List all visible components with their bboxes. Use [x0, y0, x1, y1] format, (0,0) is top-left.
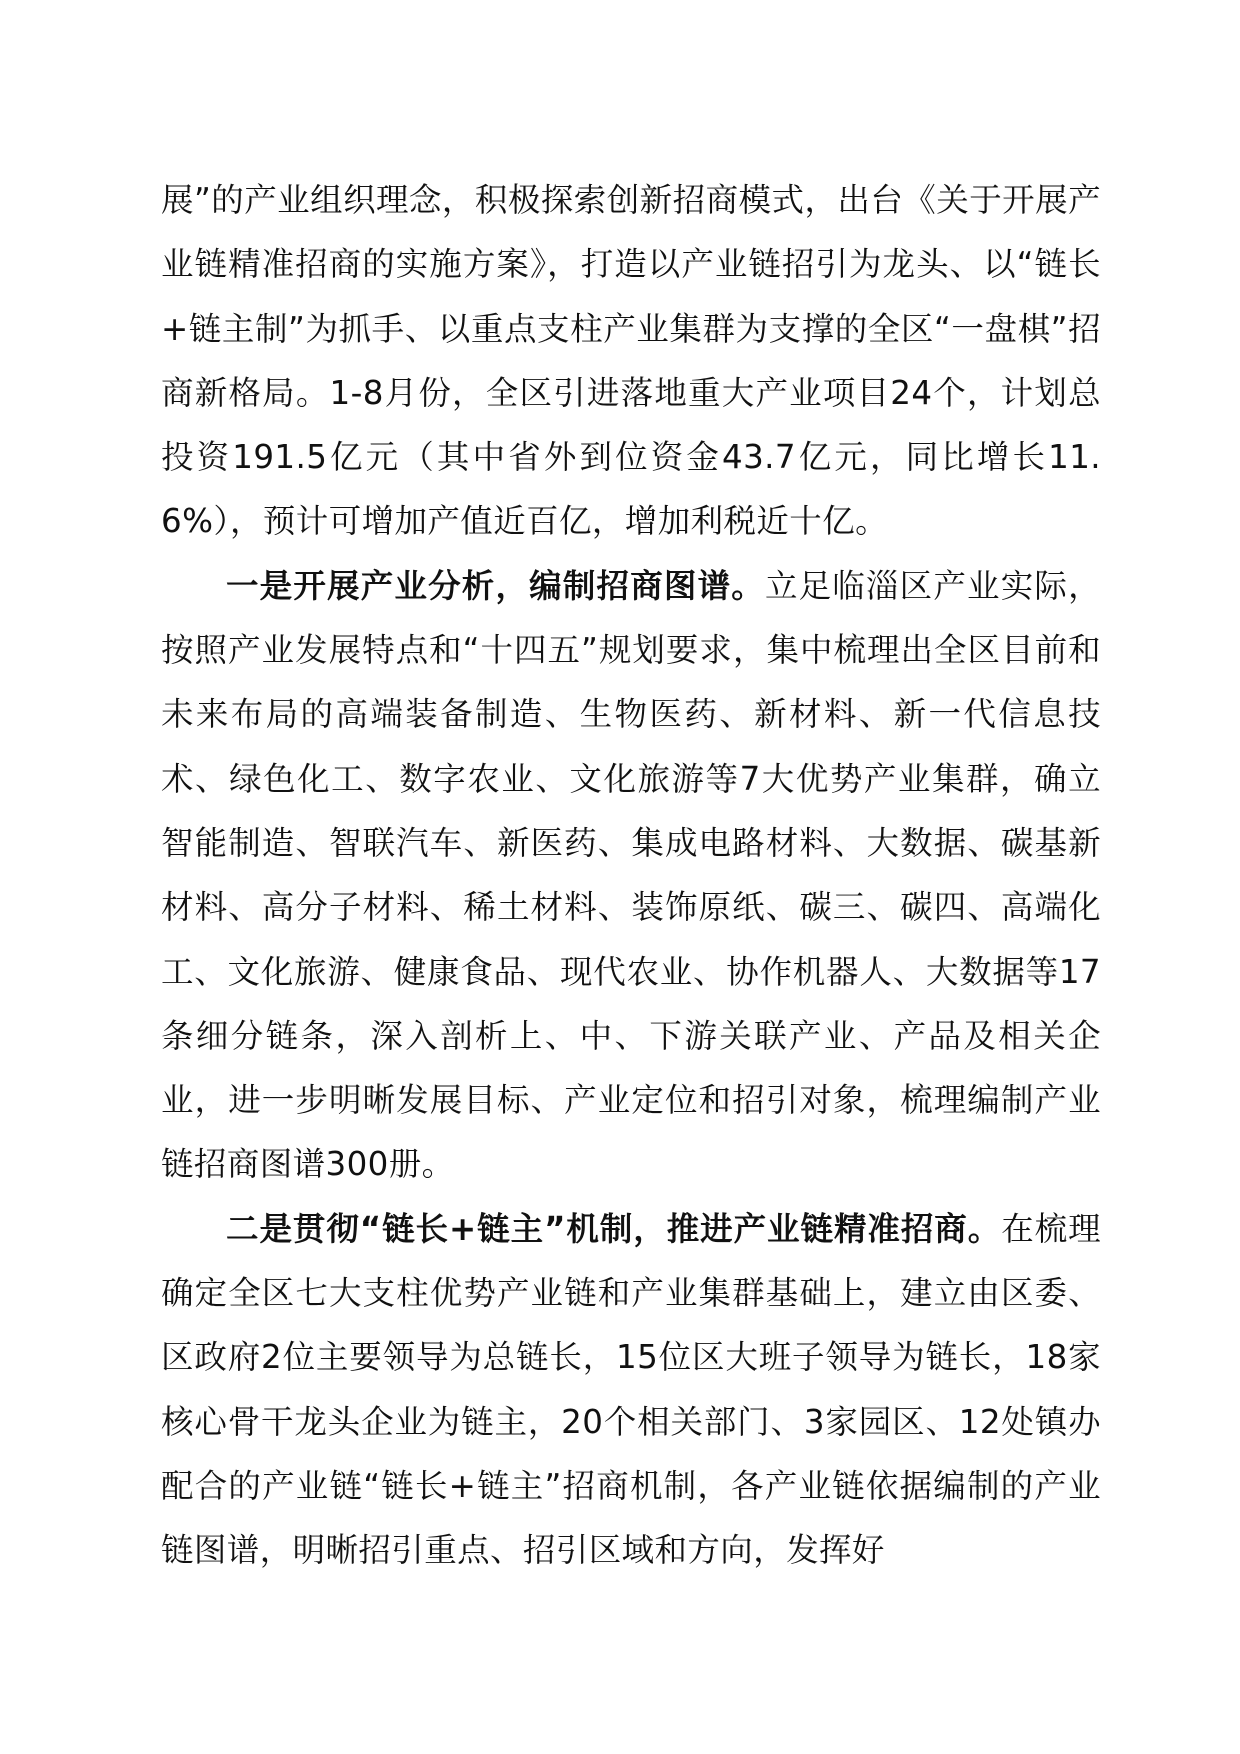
paragraph-chain-mechanism: [161, 1197, 1101, 1583]
paragraph-text: 展”的产业组织理念，积极探索创新招商模式，出台《关于开展产业链精准招商的实施方案》，打造以产业链招引为龙头、以“链长+链主制”为抓手、以重点支柱产业集群为支撑的全区“一盘棋”招商新格局。1-8月份，全区引进落地重大产业项目24个，计划总投资191.5亿元（其中省外到位资金43.7亿元，同比增长11.6%），预计可增加产值近百亿，增加利税近十亿。: [161, 181, 1101, 541]
paragraph-industry-analysis: [161, 554, 1101, 1197]
document-body: [161, 168, 1101, 1583]
paragraph-continuation: [161, 168, 1101, 554]
paragraph-text: 在梳理确定全区七大支柱优势产业链和产业集群基础上，建立由区委、区政府2位主要领导为总链长，15位区大班子领导为链长，18家核心骨干龙头企业为链主，20个相关部门、3家园区、12处镇办配合的产业链“链长+链主”招商机制，各产业链依据编制的产业链图谱，明晰招引重点、招引区域和方向，发挥好: [161, 1209, 1101, 1570]
paragraph-text: 立足临淄区产业实际，按照产业发展特点和“十四五”规划要求，集中梳理出全区目前和未来布局的高端装备制造、生物医药、新材料、新一代信息技术、绿色化工、数字农业、文化旅游等7大优势产业集群，确立智能制造、智联汽车、新医药、集成电路材料、大数据、碳基新材料、高分子材料、稀土材料、装饰原纸、碳三、碳四、高端化工、文化旅游、健康食品、现代农业、协作机器人、大数据等17条细分链条，深入剖析上、中、下游关联产业、产品及相关企业，进一步明晰发展目标、产业定位和招引对象，梳理编制产业链招商图谱300册。: [161, 566, 1101, 1184]
paragraph-heading: 一是开展产业分析，编制招商图谱。: [226, 566, 765, 605]
paragraph-heading: 二是贯彻“链长+链主”机制，推进产业链精准招商。: [226, 1209, 1002, 1248]
